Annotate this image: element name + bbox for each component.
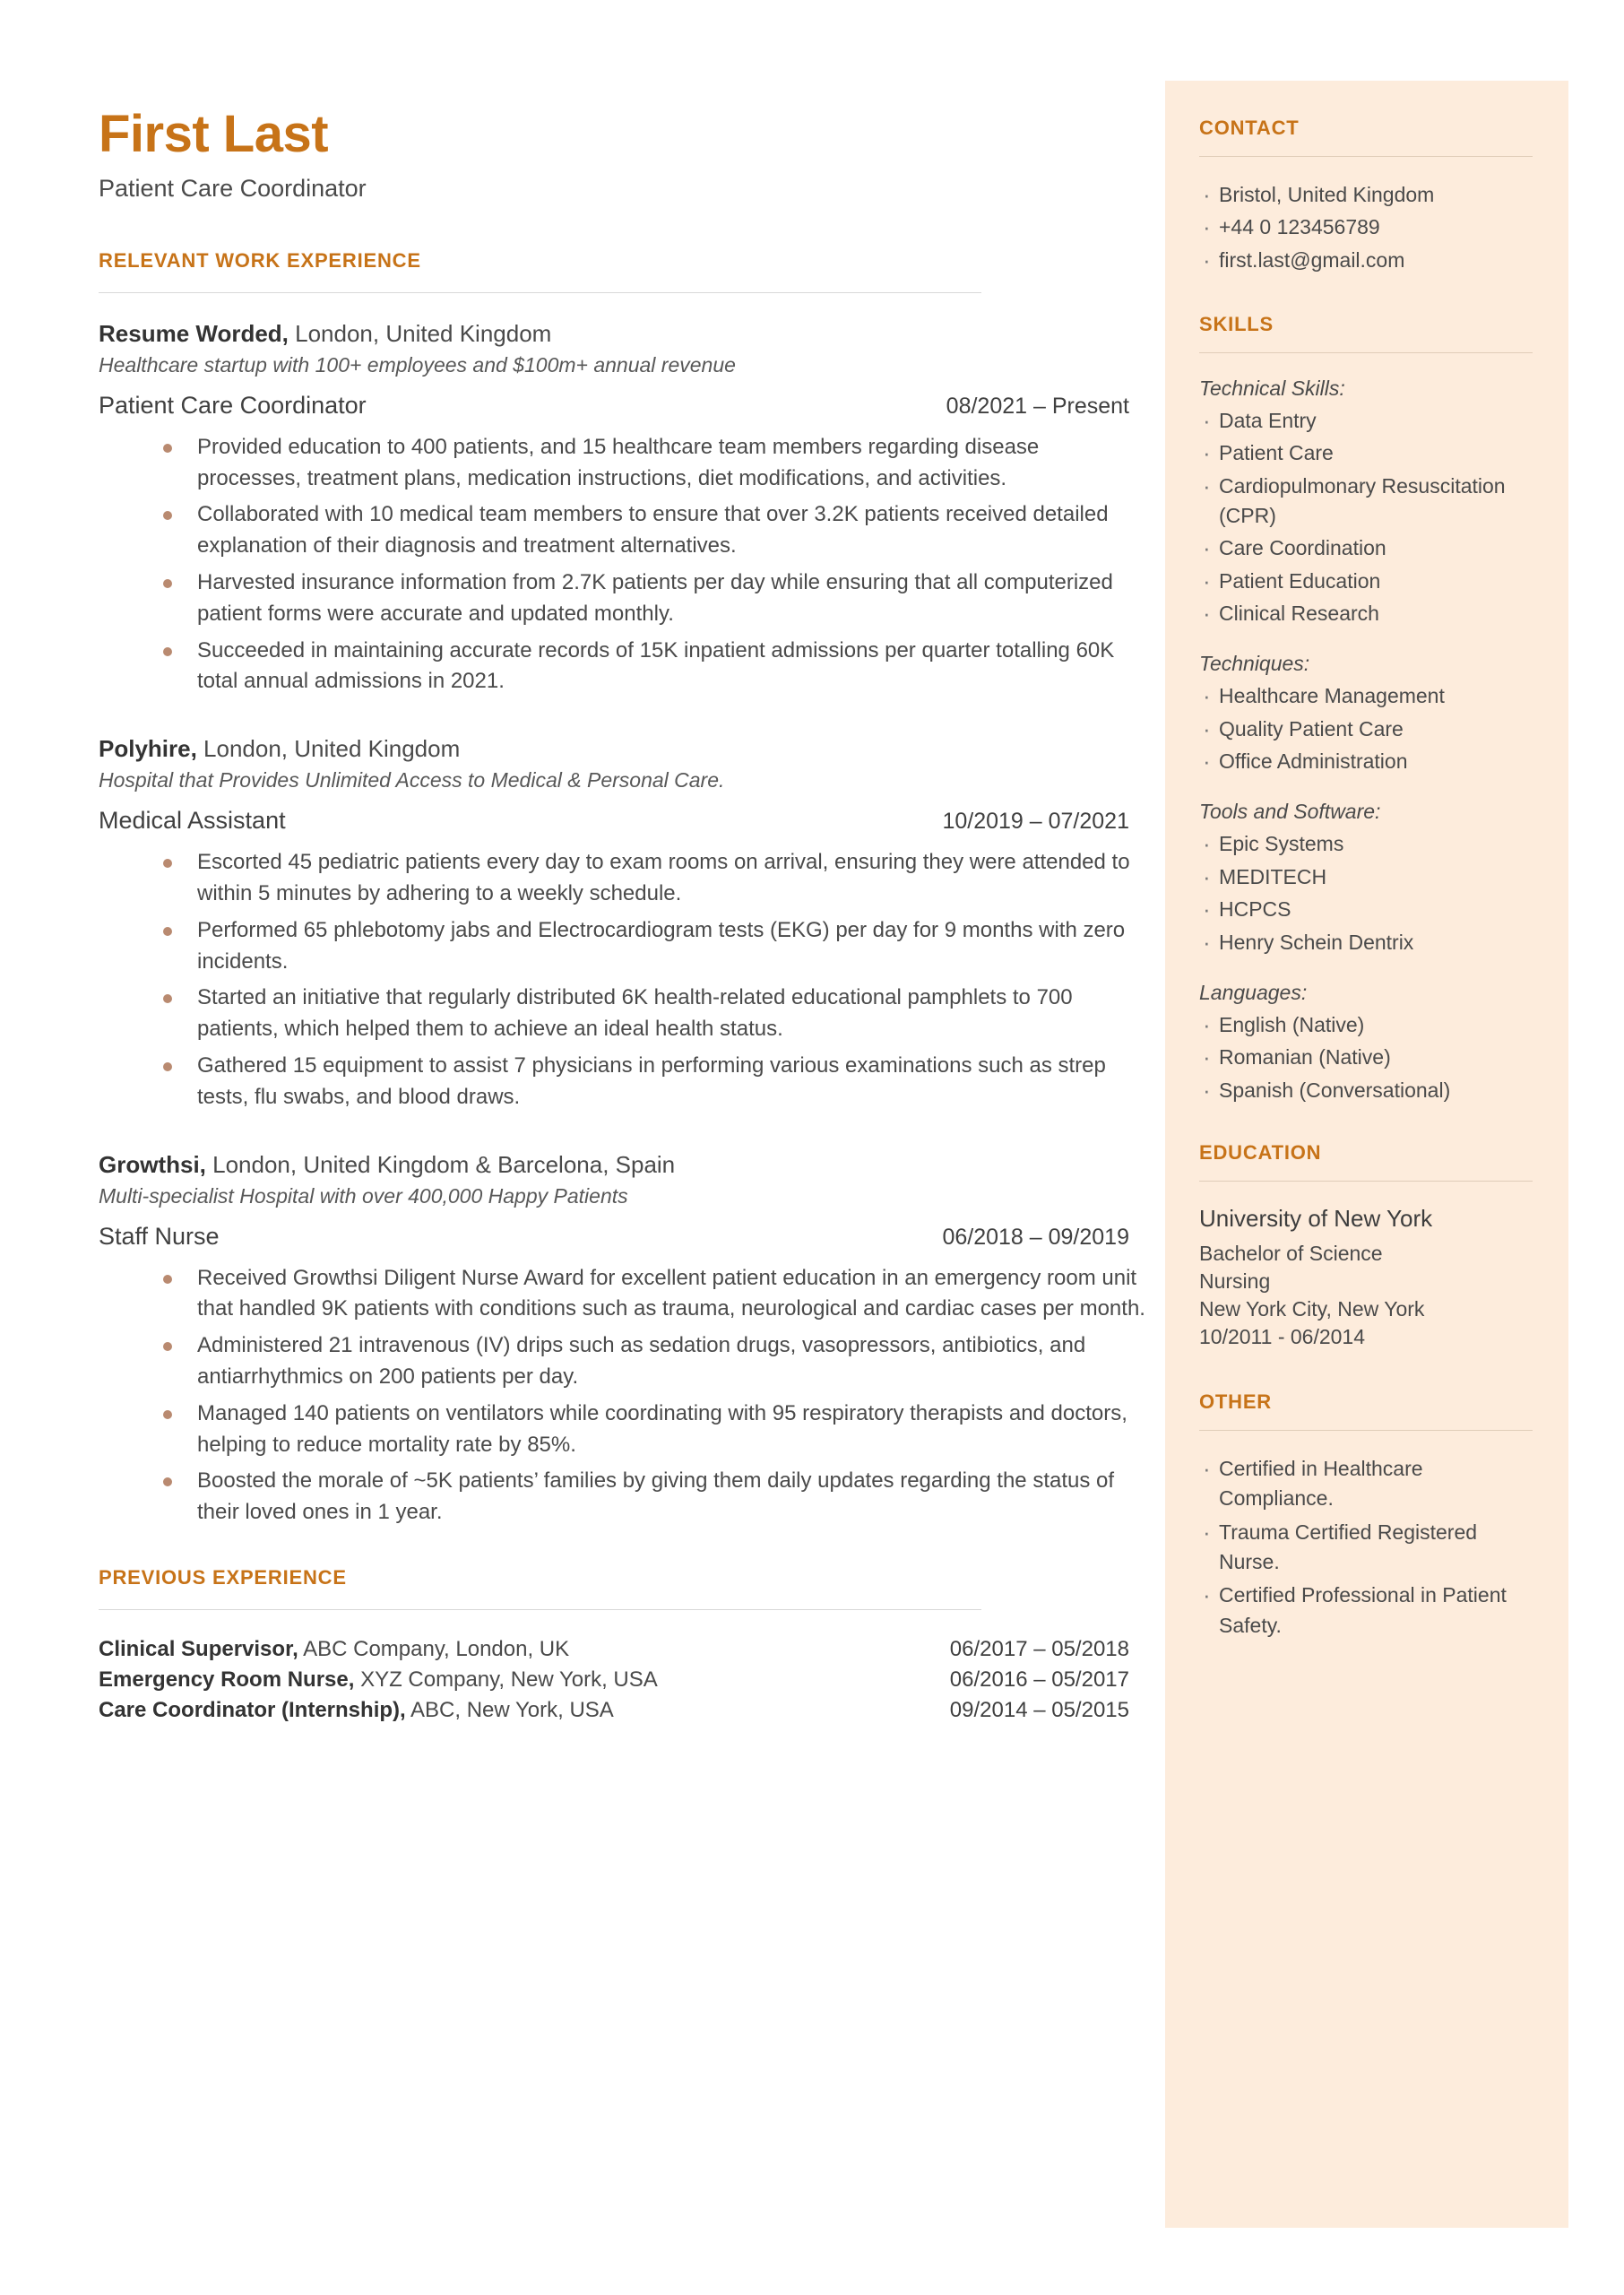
education-field: Nursing	[1199, 1269, 1271, 1293]
table-row	[99, 1698, 1129, 1723]
list-item: Managed 140 patients on ventilators while coordinating with 95 respiratory therapists and doctors, helping to reduce mortality rate by 85%.	[151, 1399, 1145, 1461]
previous-role	[99, 1637, 569, 1662]
list-item: · Certified in Healthcare Compliance.	[1199, 1454, 1534, 1514]
other-list	[1199, 1454, 1534, 1641]
contact-heading: CONTACT	[1199, 117, 1300, 139]
skills-group-technical	[1199, 377, 1534, 628]
skills-list	[1199, 1010, 1534, 1105]
role-title: Patient Care Coordinator	[99, 391, 367, 419]
skills-group-label: Tools and Software:	[1199, 800, 1381, 824]
list-item: Provided education to 400 patients, and 15 healthcare team members regarding disease processes, treatment plans, medication instructions, diet modifications, and activities.	[151, 432, 1145, 495]
divider	[99, 1609, 981, 1610]
education-school: University of New York	[1199, 1204, 1433, 1232]
other-heading: OTHER	[1199, 1390, 1272, 1414]
divider	[1199, 1181, 1533, 1182]
list-item: · Quality Patient Care	[1199, 714, 1534, 744]
list-item: · Certified Professional in Patient Safety.	[1199, 1581, 1534, 1641]
list-item: · HCPCS	[1199, 895, 1534, 924]
table-row	[99, 1637, 1129, 1662]
job-bullets	[99, 432, 1145, 697]
job-title-subtitle: Patient Care Coordinator	[99, 174, 367, 202]
previous-role-detail: ABC Company, London, UK	[298, 1637, 570, 1662]
list-item: · Clinical Research	[1199, 599, 1534, 628]
job-entry	[99, 1150, 1145, 1529]
list-item: Administered 21 intravenous (IV) drips such as sedation drugs, vasopressors, antibiotics, and antiarrhythmics on 200 patients per day.	[151, 1330, 1145, 1393]
company-description: Multi-specialist Hospital with over 400,000 Happy Patients	[99, 1183, 628, 1208]
skills-group-techniques	[1199, 652, 1534, 776]
divider	[1199, 352, 1533, 353]
skills-group-tools	[1199, 800, 1534, 957]
company-description: Healthcare startup with 100+ employees and $100m+ annual revenue	[99, 352, 736, 377]
page-title: First Last	[99, 105, 329, 163]
previous-role-detail: ABC, New York, USA	[405, 1698, 614, 1723]
company-name: Resume Worded,	[99, 319, 289, 347]
previous-role-dates: 06/2016 – 05/2017	[949, 1667, 1129, 1693]
list-item: · Office Administration	[1199, 747, 1534, 776]
skills-list	[1199, 681, 1534, 776]
education-degree: Bachelor of Science	[1199, 1241, 1383, 1265]
contact-list	[1199, 180, 1534, 275]
company-location: London, United Kingdom & Barcelona, Spain	[205, 1150, 676, 1178]
list-item: · Patient Education	[1199, 567, 1534, 596]
role-dates: 10/2019 – 07/2021	[942, 809, 1129, 835]
list-item: · Spanish (Conversational)	[1199, 1076, 1534, 1105]
role-row	[99, 392, 1129, 420]
list-item: · Henry Schein Dentrix	[1199, 928, 1534, 957]
list-item: · Cardiopulmonary Resuscitation (CPR)	[1199, 472, 1534, 532]
skills-list	[1199, 829, 1534, 957]
list-item: Harvested insurance information from 2.7K patients per day while ensuring that all computerized patient forms were accurate and updated monthly.	[151, 567, 1145, 630]
skills-group-label: Technical Skills:	[1199, 377, 1345, 401]
list-item: · Patient Care	[1199, 438, 1534, 468]
previous-role-title: Care Coordinator (Internship),	[99, 1698, 406, 1723]
list-item: · Bristol, United Kingdom	[1199, 180, 1534, 210]
education-dates: 10/2011 - 06/2014	[1199, 1325, 1366, 1349]
previous-role-title: Emergency Room Nurse,	[99, 1667, 355, 1693]
company-name: Polyhire,	[99, 735, 197, 763]
divider	[1199, 156, 1533, 157]
list-item: Started an initiative that regularly distributed 6K health-related educational pamphlets to 700 patients, which helped them to achieve an ideal health status.	[151, 983, 1145, 1045]
list-item: · Romanian (Native)	[1199, 1043, 1534, 1072]
company-name: Growthsi,	[99, 1150, 206, 1178]
skills-group-label: Techniques:	[1199, 652, 1310, 676]
list-item: Boosted the morale of ~5K patients’ families by giving them daily updates regarding the status of their loved ones in 1 year.	[151, 1466, 1145, 1529]
list-item[interactable]: · first.last@gmail.com	[1199, 246, 1534, 275]
role-dates: 08/2021 – Present	[946, 393, 1129, 419]
skills-group-label: Languages:	[1199, 980, 1308, 1004]
skills-heading: SKILLS	[1199, 313, 1274, 336]
divider	[99, 292, 981, 293]
list-item: Gathered 15 equipment to assist 7 physicians in performing various examinations such as strep tests, flu swabs, and blood draws.	[151, 1051, 1145, 1113]
education-entry	[1199, 1205, 1534, 1351]
list-item: · Healthcare Management	[1199, 681, 1534, 711]
company-line	[99, 735, 1129, 763]
job-entry	[99, 735, 1129, 1113]
list-item: · MEDITECH	[1199, 862, 1534, 892]
education-location: New York City, New York	[1199, 1296, 1425, 1321]
role-title: Staff Nurse	[99, 1222, 220, 1250]
sidebar	[1165, 81, 1568, 2228]
list-item: Escorted 45 pediatric patients every day to exam rooms on arrival, ensuring they were attended to within 5 minutes by adhering to a weekly schedule.	[151, 847, 1145, 910]
previous-role-dates: 09/2014 – 05/2015	[949, 1698, 1129, 1723]
list-item: · English (Native)	[1199, 1010, 1534, 1040]
company-line	[99, 1151, 1129, 1179]
list-item: · Trauma Certified Registered Nurse.	[1199, 1518, 1534, 1578]
company-location: London, United Kingdom	[288, 319, 552, 347]
role-dates: 06/2018 – 09/2019	[942, 1224, 1129, 1250]
list-item: · Data Entry	[1199, 406, 1534, 436]
company-location: London, United Kingdom	[196, 735, 461, 763]
previous-role-detail: XYZ Company, New York, USA	[354, 1667, 658, 1693]
previous-role-title: Clinical Supervisor,	[99, 1637, 298, 1662]
role-title: Medical Assistant	[99, 807, 286, 835]
divider	[1199, 1430, 1533, 1431]
company-description: Hospital that Provides Unlimited Access to Medical & Personal Care.	[99, 768, 725, 792]
list-item: Succeeded in maintaining accurate records of 15K inpatient admissions per quarter totalling 60K total annual admissions in 2021.	[151, 636, 1145, 698]
list-item: · +44 0 123456789	[1199, 212, 1534, 242]
list-item: Collaborated with 10 medical team members to ensure that over 3.2K patients received detailed explanation of their diagnosis and treatment alternatives.	[151, 499, 1145, 562]
table-row	[99, 1667, 1129, 1693]
job-bullets	[99, 1263, 1145, 1529]
role-row	[99, 807, 1129, 835]
education-heading: EDUCATION	[1199, 1140, 1322, 1164]
company-line	[99, 320, 1129, 348]
previous-role	[99, 1667, 658, 1693]
role-row	[99, 1223, 1129, 1251]
previous-role	[99, 1698, 614, 1723]
list-item: Performed 65 phlebotomy jabs and Electrocardiogram tests (EKG) per day for 9 months with zero incidents.	[151, 915, 1145, 978]
list-item: · Care Coordination	[1199, 533, 1534, 563]
work-experience-heading: RELEVANT WORK EXPERIENCE	[99, 248, 421, 272]
skills-group-languages	[1199, 981, 1534, 1105]
job-bullets	[99, 847, 1145, 1113]
job-entry	[99, 320, 1129, 697]
list-item: · Epic Systems	[1199, 829, 1534, 859]
previous-experience-heading: PREVIOUS EXPERIENCE	[99, 1566, 347, 1589]
skills-list	[1199, 406, 1534, 628]
previous-role-dates: 06/2017 – 05/2018	[949, 1637, 1129, 1662]
list-item: Received Growthsi Diligent Nurse Award for excellent patient education in an emergency room unit that handled 9K patients with conditions such as trauma, neurological and cardiac cases per month.	[151, 1263, 1145, 1326]
